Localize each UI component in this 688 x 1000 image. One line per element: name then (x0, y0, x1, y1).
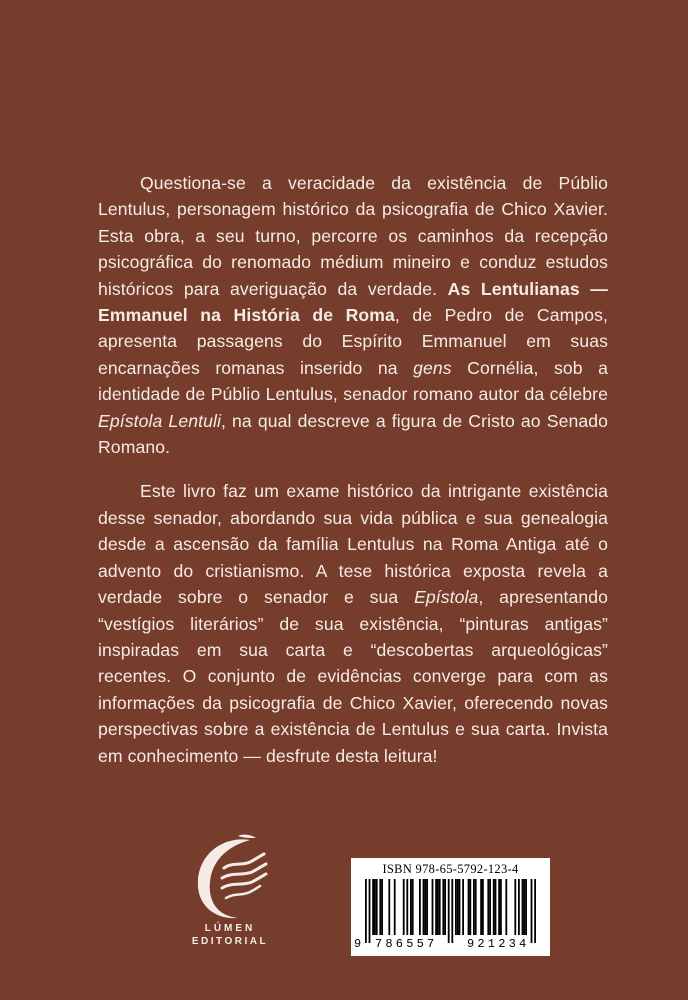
barcode-bar (394, 879, 396, 935)
barcode-bars (361, 879, 541, 943)
publisher-logo (180, 832, 280, 952)
barcode-bar (388, 879, 390, 935)
barcode-bar (495, 879, 497, 935)
blurb-text-run: Questiona-se a veracidade da existência de Públio Lentulus, personagem histórico da psicografia de Chico Xavier. Esta obra, a seu turno, percorre os caminhos da recepção psicográfica do renomado médium mineiro e conduz estudos históricos para averiguação da verdade. (98, 173, 608, 299)
barcode-bar (475, 879, 477, 935)
barcode-bar (426, 879, 428, 935)
barcode-bar (437, 879, 439, 935)
barcode-bar (403, 879, 405, 935)
barcode-bar (518, 879, 520, 935)
isbn-label: ISBN 978-65-5792-123-4 (382, 862, 519, 876)
barcode-bar (480, 879, 482, 935)
barcode-bar (448, 879, 450, 943)
barcode-first-digit: 9 (354, 937, 362, 951)
barcode-bar (523, 879, 525, 935)
barcode-bar (442, 879, 444, 935)
barcode-bar (365, 879, 367, 943)
barcode-bar (435, 879, 437, 935)
barcode-bar (489, 879, 491, 935)
barcode-bar (381, 879, 383, 935)
barcode-bar (531, 879, 533, 943)
barcode-bar (534, 879, 536, 943)
barcode-bar (412, 879, 414, 935)
barcode-bar (451, 879, 453, 943)
barcode-bar (487, 879, 489, 935)
blurb-paragraph-2 (98, 478, 608, 768)
barcode-bar (498, 879, 500, 935)
barcode-bar (457, 879, 459, 935)
barcode-bar (473, 879, 475, 935)
blurb-italic-term: Epístola Lentuli (98, 410, 221, 431)
barcode-bar (444, 879, 446, 935)
barcode-bar (379, 879, 381, 935)
barcode-bar (493, 879, 495, 935)
blurb-text-run: , de Pedro de Campos, apresenta passagens do Espírito Emmanuel em suas encarnações romanas inserido na (98, 305, 608, 378)
blurb-italic-term: Epístola (414, 587, 479, 608)
barcode-bar (500, 879, 502, 935)
blurb-text-run: , na qual descreve a figura de Cristo ao Senado Romano. (98, 410, 608, 458)
barcode-bar (410, 879, 412, 935)
blurb-italic-term: gens (413, 357, 452, 378)
blurb-text-run: Este livro faz um exame histórico da intrigante existência desse senador, abordando sua vida pública e sua genealogia desde a ascensão da família Lentulus na Roma Antiga até o advento do cristianismo. A tese histórica exposta revela a verdade sobre o senador e sua (98, 481, 608, 608)
barcode-bar (406, 879, 408, 935)
back-cover-blurb (98, 170, 608, 769)
barcode-bar (505, 879, 507, 935)
barcode-bar (432, 879, 434, 935)
barcode-digits (351, 937, 550, 953)
barcode-bar (462, 879, 464, 935)
barcode-bar (525, 879, 527, 935)
barcode-left-digits: 786557 (375, 937, 438, 951)
barcode-bar (468, 879, 470, 935)
barcode-bar (369, 879, 371, 943)
barcode-bar (419, 879, 421, 935)
barcode-bar (482, 879, 484, 935)
publisher-logo-icon (180, 832, 280, 924)
barcode-bar (376, 879, 378, 935)
barcode-bar (469, 879, 471, 935)
barcode-bar (374, 879, 376, 935)
barcode-bar (424, 879, 426, 935)
barcode-bar (459, 879, 461, 935)
barcode-bar (455, 879, 457, 935)
blurb-bold-title: As Lentulianas — Emmanuel na História de Roma (98, 278, 608, 326)
barcode-bar (522, 879, 524, 935)
isbn-barcode (351, 858, 550, 956)
blurb-text-run: Cornélia, sob a identidade de Públio Lentulus, senador romano autor da célebre (98, 357, 608, 405)
barcode-bar (514, 879, 516, 935)
barcode-right-digits: 921234 (467, 937, 530, 951)
barcode-bar (423, 879, 425, 935)
publisher-subname: EDITORIAL (191, 936, 269, 947)
publisher-name: LÚMEN (204, 923, 256, 934)
barcode-bar (439, 879, 441, 935)
blurb-paragraph-1 (98, 170, 608, 460)
barcode-bar (372, 879, 374, 935)
blurb-text-run: , apresentando “vestígios literários” de sua existência, “pinturas antigas” inspiradas em sua carta e “descobertas arqueológicas” recentes. O conjunto de evidências converge para com as informações da psicografia de Chico Xavier, oferecendo novas perspectivas sobre a existência de Lentulus e sua carta. Invista em conhecimento — desfrute desta leitura! (98, 587, 608, 766)
